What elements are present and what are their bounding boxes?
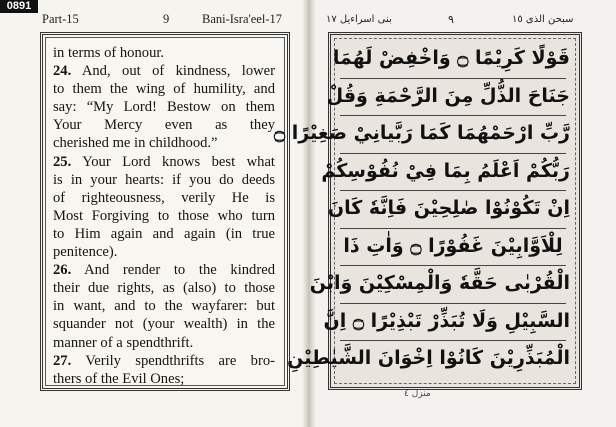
translation-line-text: say: “My Lord! Bestow on them <box>53 99 275 116</box>
translation-line-text: Verily spendthrifts are bro- <box>71 352 275 369</box>
translation-line <box>53 44 275 62</box>
arabic-line-rule <box>340 78 566 79</box>
translation-line <box>53 207 275 225</box>
arabic-line-rule <box>340 340 566 341</box>
translation-line-text: to Him again and again (in true <box>53 225 275 242</box>
arabic-line-rule <box>340 265 566 266</box>
arabic-line: جَنَاحَ الذُّلِّ مِنَ الرَّحْمَةِ وَقُلْ <box>326 84 570 107</box>
arabic-line: اِنْ تَكُوْنُوْا صٰلِحِيْنَ فَاِنَّهٗ كَانَ <box>327 197 570 220</box>
translation-line <box>53 243 275 261</box>
right-part-label: سبحن الذى ١٥ <box>512 14 574 25</box>
translation-line <box>53 98 275 116</box>
arabic-line: السَّبِيْلِ وَلَا تُبَذِّرْ تَبْذِيْرًا ۝ اِنَّ <box>323 309 570 332</box>
arabic-line-rule <box>340 228 566 229</box>
translation-line <box>53 153 275 171</box>
translation-line-text: squander not (your wealth) in the <box>53 316 275 333</box>
translation-line-text: to them the wing of humility, and <box>53 81 275 98</box>
arabic-line: الْمُبَذِّرِيْنَ كَانُوْا اِخْوَانَ الشَّيٰطِيْنِ <box>287 347 570 370</box>
translation-line-text: penitence). <box>53 244 118 261</box>
translation-line <box>53 116 275 134</box>
arabic-line: رَبُّكُمْ اَعْلَمُ بِمَا فِيْ نُفُوْسِكُمْ <box>321 159 570 182</box>
arabic-line-rule <box>340 153 566 154</box>
translation-line-text: thers of the Evil Ones; <box>53 370 185 387</box>
verse-number: 25. <box>53 153 72 170</box>
translation-line-text: is in your hearts: if you do deeds <box>53 171 275 188</box>
translation-line <box>53 225 275 243</box>
translation-line <box>53 80 275 98</box>
translation-line-text: in want, and to the wayfarer: but <box>53 298 275 315</box>
left-page-number: 9 <box>163 12 170 26</box>
translation-line <box>53 189 275 207</box>
translation-line <box>53 352 275 370</box>
translation-line <box>53 171 275 189</box>
arabic-line: لِلْاَوَّابِيْنَ غَفُوْرًا ۝ وَاٰتِ ذَا <box>343 234 563 257</box>
translation-line-text: Your Lord knows best what <box>71 153 275 170</box>
arabic-text <box>274 40 570 378</box>
translation-line <box>53 279 275 297</box>
right-surah-label: بنى اسراءيل ١٧ <box>326 14 392 25</box>
arabic-line: رَّبِّ ارْحَمْهُمَا كَمَا رَبَّيانِيْ صَغِيْرًا ۝ <box>274 122 570 145</box>
arabic-line: الْقُرْبٰى حَقَّهٗ وَالْمِسْكِيْنَ وَابْنَ <box>309 272 570 295</box>
left-surah-label: Bani-Isra'eel-17 <box>202 12 282 26</box>
translation-line <box>53 297 275 315</box>
translation-line-text: of righteousness, verily He is <box>53 189 275 206</box>
image-id-badge: 0891 <box>0 0 38 13</box>
translation-line-text: manner of a spendthrift. <box>53 334 194 351</box>
translation-line <box>53 62 275 80</box>
translation-line <box>53 370 275 388</box>
translation-line-text: And, out of kindness, lower <box>71 63 275 80</box>
verse-number: 27. <box>53 352 72 369</box>
verse-number: 26. <box>53 262 72 279</box>
verse-number: 24. <box>53 63 72 80</box>
translation-line <box>53 315 275 333</box>
translation-line <box>53 134 275 152</box>
translation-line-text: their due rights, as (also) to those <box>53 280 275 297</box>
translation-line-text: Your Mercy even as they <box>53 117 275 134</box>
translation-line <box>53 261 275 279</box>
left-part-label: Part-15 <box>42 12 79 26</box>
arabic-line-rule <box>340 303 566 304</box>
translation-text <box>53 44 275 388</box>
translation-line-text: cherished me in childhood.” <box>53 135 218 152</box>
manzil-footer: منزل ٤ <box>404 389 431 399</box>
translation-line-text: And render to the kindred <box>71 262 275 279</box>
arabic-line: قَوْلًا كَرِيْمًا ۝ وَاخْفِضْ لَهُمَا <box>332 47 570 69</box>
translation-line-text: in terms of honour. <box>53 45 165 61</box>
arabic-line-rule <box>340 115 566 116</box>
right-page-number: ٩ <box>448 13 454 26</box>
arabic-line-rule <box>340 190 566 191</box>
translation-line <box>53 334 275 352</box>
translation-line-text: Most Forgiving to those who turn <box>53 207 275 224</box>
